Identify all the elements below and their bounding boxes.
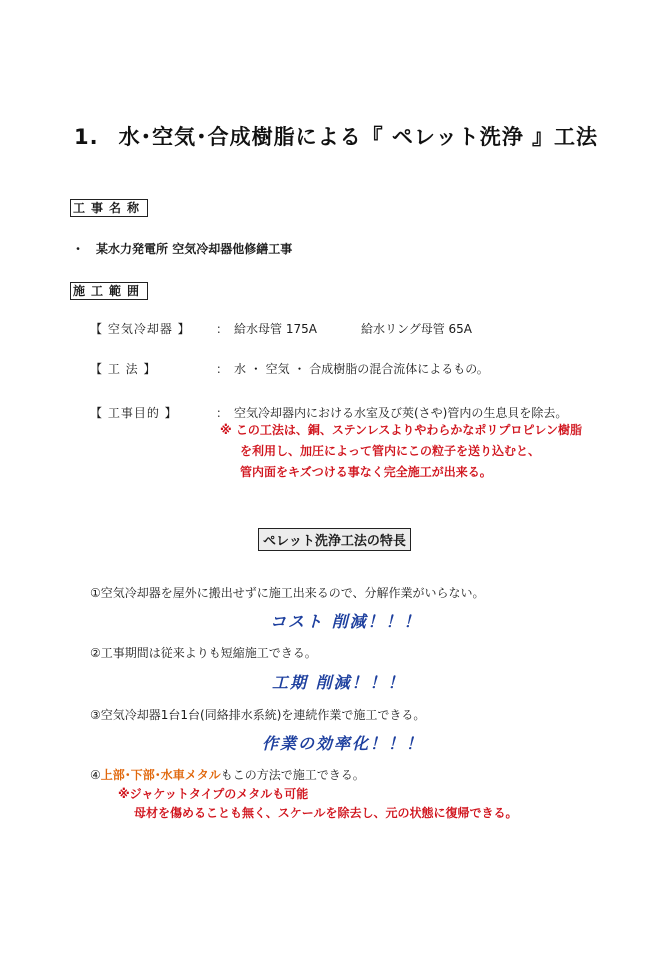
scope-label: 【 工事目的 】 <box>90 406 178 420</box>
scope-value-2: 給水リング母管 65A <box>360 322 472 336</box>
project-bullet: ・ <box>72 242 85 256</box>
scope-value: 給水母管 175A <box>234 322 317 336</box>
feature4-suffix: もこの方法で施工できる。 <box>220 768 365 782</box>
feature4-prefix: ④ <box>90 768 101 782</box>
feature4-note: ※ジャケットタイプのメタルも可能 <box>118 787 309 801</box>
feature4-highlight: 上部･下部･水車メタル <box>100 768 221 782</box>
scope-row-purpose <box>90 404 567 421</box>
scope-row-method <box>90 360 489 377</box>
scope-label: 【 空気冷却器 】 <box>90 322 191 336</box>
features-heading: ペレット洗浄工法の特長 <box>258 528 411 551</box>
feature-item: ③空気冷却器1台1台(同絡排水系統)を連続作業で施工できる。 <box>90 708 426 722</box>
feature-slogan: コスト 削減！！！ <box>270 612 422 631</box>
feature-slogan: 作業の効率化！！！ <box>262 734 425 753</box>
scope-label: 【 工 法 】 <box>90 362 157 376</box>
title-text: 水･空気･合成樹脂による『 ペレット洗浄 』工法 <box>118 125 599 149</box>
feature-item: ①空気冷却器を屋外に搬出せずに施工出来るので、分解作業がいらない。 <box>90 586 485 600</box>
scope-value: 水 ・ 空気 ・ 合成樹脂の混合流体によるもの。 <box>234 362 489 376</box>
feature-slogan: 工期 削減！！！ <box>272 673 406 692</box>
project-name <box>72 240 292 257</box>
note-line: 管内面をキズつける事なく完全施工が出来る。 <box>240 465 492 479</box>
note-line: を利用し、加圧によって管内にこの粒子を送り込むと、 <box>240 444 541 458</box>
scope-colon: ： <box>216 322 229 336</box>
scope-colon: ： <box>216 406 229 420</box>
note-line: ※ この工法は、銅、ステンレスよりやわらかなポリプロピレン樹脂 <box>220 423 583 437</box>
page-title <box>74 121 598 151</box>
feature-item: ②工事期間は従来よりも短縮施工できる。 <box>90 646 317 660</box>
feature-item-4 <box>90 766 365 783</box>
project-text: 某水力発電所 空気冷却器他修繕工事 <box>96 242 293 256</box>
section-label-scope: 施工範囲 <box>70 282 148 300</box>
scope-colon: ： <box>216 362 229 376</box>
scope-value: 空気冷却器内における水室及び莢(さや)管内の生息貝を除去。 <box>234 406 568 420</box>
scope-row-air-cooler <box>90 320 472 337</box>
feature4-note: 母材を傷めることも無く、スケールを除去し、元の状態に復帰できる。 <box>134 806 518 820</box>
section-label-project-name: 工事名称 <box>70 199 148 217</box>
title-number: 1. <box>74 125 99 149</box>
